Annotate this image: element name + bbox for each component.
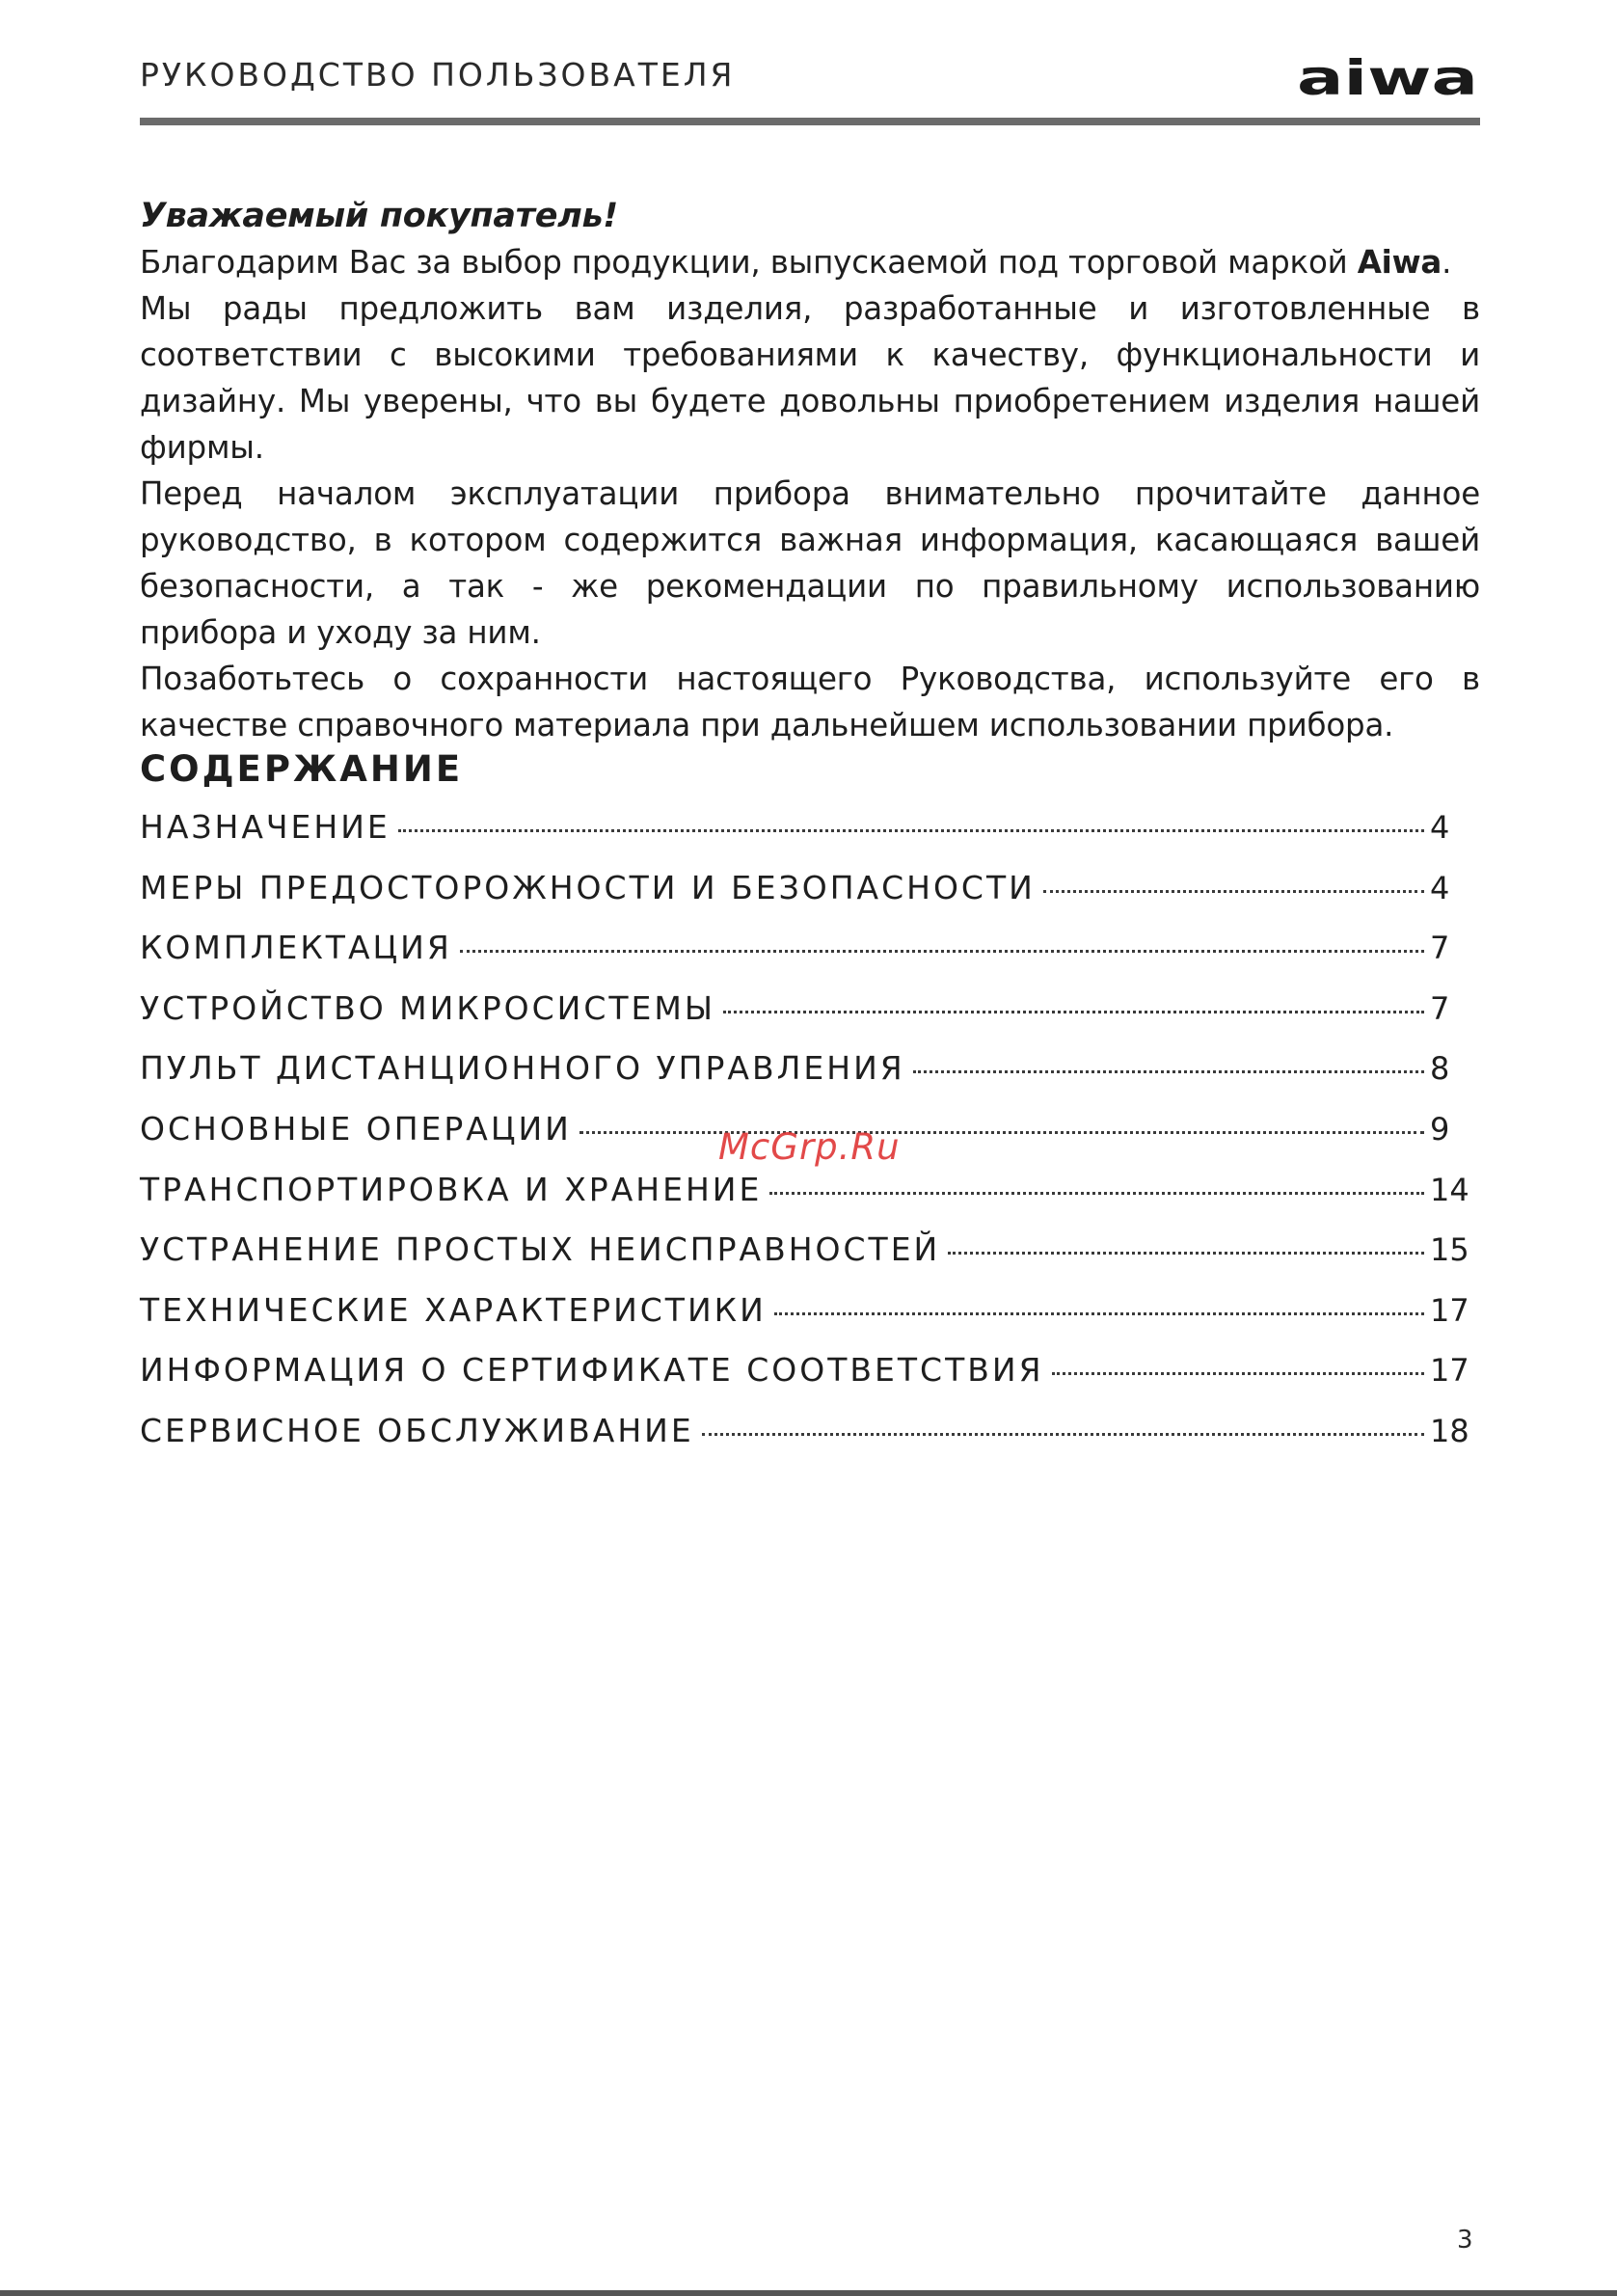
toc-item-page: 4 xyxy=(1430,809,1450,846)
toc-leader-dots xyxy=(460,950,1424,953)
intro-paragraph-4: Позаботьтесь о сохранности настоящего Руководства, используйте его в качестве справочного материала при дальнейшем использовании прибора. xyxy=(140,661,1480,743)
toc-leader-dots xyxy=(769,1192,1424,1195)
toc-item-title: УСТРАНЕНИЕ ПРОСТЫХ НЕИСПРАВНОСТЕЙ xyxy=(140,1230,941,1269)
toc-item-page: 7 xyxy=(1430,930,1450,967)
toc-leader-dots xyxy=(1043,890,1424,893)
toc-item[interactable] xyxy=(140,869,1472,930)
document-header-title: РУКОВОДСТВО ПОЛЬЗОВАТЕЛЯ xyxy=(140,56,736,94)
toc-item-page: 9 xyxy=(1430,1110,1450,1148)
toc-item[interactable] xyxy=(140,929,1472,989)
greeting: Уважаемый покупатель! xyxy=(140,197,618,235)
toc-leader-dots xyxy=(774,1312,1424,1315)
toc-item-title: ОСНОВНЫЕ ОПЕРАЦИИ xyxy=(140,1109,572,1148)
toc-heading: СОДЕРЖАНИЕ xyxy=(140,748,464,790)
toc-leader-dots xyxy=(1052,1372,1425,1375)
toc-leader-dots xyxy=(723,1011,1424,1013)
toc-item-page: 17 xyxy=(1430,1352,1469,1390)
intro-paragraph-2: Мы рады предложить вам изделия, разработанные и изготовленные в соответствии с высокими требованиями к качеству, функциональности и дизайну. Мы уверены, что вы будете довольны приобретением изделия нашей фирмы. xyxy=(140,290,1480,466)
toc-item[interactable] xyxy=(140,989,1472,1050)
toc-item-page: 17 xyxy=(1430,1291,1469,1329)
toc-item[interactable] xyxy=(140,1171,1472,1231)
toc-item-page: 8 xyxy=(1430,1050,1450,1088)
toc-item-page: 14 xyxy=(1430,1171,1469,1208)
intro-thanks: Благодарим Вас за выбор продукции, выпускаемой под торговой маркой Aiwa. xyxy=(140,244,1452,281)
toc-item[interactable] xyxy=(140,1230,1472,1291)
intro-section xyxy=(140,193,1480,748)
toc-item[interactable] xyxy=(140,1049,1472,1110)
bottom-divider xyxy=(0,2290,1617,2296)
svg-text:aiwa: aiwa xyxy=(1297,54,1478,102)
toc-item-title: ТРАНСПОРТИРОВКА И ХРАНЕНИЕ xyxy=(140,1170,763,1208)
toc-item-page: 18 xyxy=(1430,1412,1469,1449)
page-number: 3 xyxy=(1457,2226,1473,2255)
toc-leader-dots xyxy=(948,1252,1424,1255)
toc-item-title: ИНФОРМАЦИЯ О СЕРТИФИКАТЕ СООТВЕТСТВИЯ xyxy=(140,1351,1044,1390)
brand-name: Aiwa xyxy=(1357,244,1442,281)
toc-item-title: ПУЛЬТ ДИСТАНЦИОННОГО УПРАВЛЕНИЯ xyxy=(140,1049,905,1088)
toc-item[interactable] xyxy=(140,808,1472,869)
header-divider xyxy=(140,118,1480,125)
toc-item-title: МЕРЫ ПРЕДОСТОРОЖНОСТИ И БЕЗОПАСНОСТИ xyxy=(140,868,1036,906)
intro-paragraph-3: Перед началом эксплуатации прибора внимательно прочитайте данное руководство, в котором содержится важная информация, касающаяся вашей безопасности, а так - же рекомендации по правильному использованию прибора и уходу за ним. xyxy=(140,475,1480,651)
toc-leader-dots xyxy=(398,829,1424,832)
toc-item-page: 4 xyxy=(1430,869,1450,906)
toc-item[interactable] xyxy=(140,1412,1472,1472)
toc-item-title: НАЗНАЧЕНИЕ xyxy=(140,808,391,846)
toc-item[interactable] xyxy=(140,1291,1472,1352)
toc-leader-dots xyxy=(702,1433,1424,1436)
toc-item-page: 15 xyxy=(1430,1231,1469,1269)
toc-leader-dots xyxy=(913,1070,1424,1073)
toc-leader-dots xyxy=(579,1131,1424,1134)
toc-item-title: СЕРВИСНОЕ ОБСЛУЖИВАНИЕ xyxy=(140,1411,694,1449)
toc-item-page: 7 xyxy=(1430,989,1450,1027)
toc-item-title: КОМПЛЕКТАЦИЯ xyxy=(140,929,452,967)
toc-item[interactable] xyxy=(140,1351,1472,1412)
toc-item-title: ТЕХНИЧЕСКИЕ ХАРАКТЕРИСТИКИ xyxy=(140,1290,767,1329)
toc-item-title: УСТРОЙСТВО МИКРОСИСТЕМЫ xyxy=(140,988,715,1027)
aiwa-logo xyxy=(1297,54,1480,102)
watermark: McGrp.Ru xyxy=(718,1126,901,1168)
